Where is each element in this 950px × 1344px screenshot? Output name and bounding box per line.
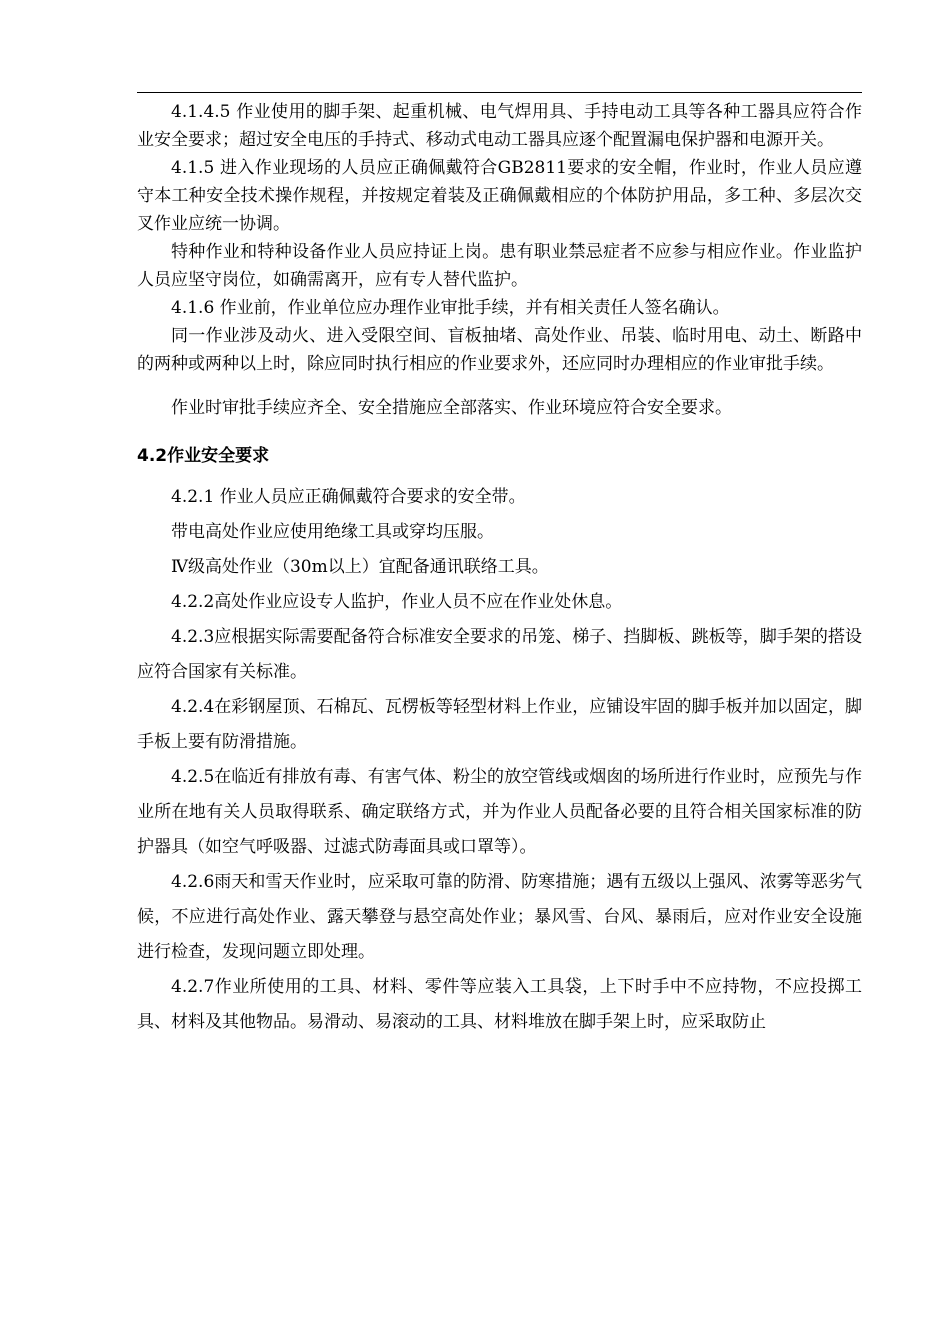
paragraph-4-2-1: 4.2.1 作业人员应正确佩戴符合要求的安全带。 bbox=[171, 487, 526, 507]
paragraph-4-1-5: 4.1.5 进入作业现场的人员应正确佩戴符合GB2811要求的安全帽，作业时，作业人员应遵守本工种安全技术操作规程，并按规定着装及正确佩戴相应的个体防护用品，多工种、多层次交叉作业应统一协调。 bbox=[137, 158, 862, 234]
paragraph-4-2-4: 4.2.4在彩钢屋顶、石棉瓦、瓦楞板等轻型材料上作业，应铺设牢固的脚手板并加以固定，脚手板上要有防滑措施。 bbox=[137, 697, 862, 752]
header-rule bbox=[137, 92, 862, 93]
paragraph-4-2-5: 4.2.5在临近有排放有毒、有害气体、粉尘的放空管线或烟囱的场所进行作业时，应预先与作业所在地有关人员取得联系、确定联络方式，并为作业人员配备必要的且符合相关国家标准的防护器具（如空气呼吸器、过滤式防毒面具或口罩等）。 bbox=[137, 767, 862, 857]
document-body bbox=[137, 98, 862, 1040]
section-4-2-body bbox=[137, 480, 862, 1040]
section-heading-4-2: 4.2作业安全要求 bbox=[137, 446, 270, 466]
paragraph-4-2-3: 4.2.3应根据实际需要配备符合标准安全要求的吊笼、梯子、挡脚板、跳板等，脚手架的搭设应符合国家有关标准。 bbox=[137, 627, 862, 682]
paragraph-approval-complete: 作业时审批手续应齐全、安全措施应全部落实、作业环境应符合安全要求。 bbox=[171, 398, 732, 418]
paragraph-special-operations: 特种作业和特种设备作业人员应持证上岗。患有职业禁忌症者不应参与相应作业。作业监护人员应坚守岗位，如确需离开，应有专人替代监护。 bbox=[137, 242, 862, 290]
paragraph-4-1-6: 4.1.6 作业前，作业单位应办理作业审批手续，并有相关责任人签名确认。 bbox=[171, 298, 730, 318]
paragraph-4-1-4-5: 4.1.4.5 作业使用的脚手架、起重机械、电气焊用具、手持电动工具等各种工器具应符合作业安全要求；超过安全电压的手持式、移动式电动工器具应逐个配置漏电保护器和电源开关。 bbox=[137, 102, 862, 150]
paragraph-combined-operations: 同一作业涉及动火、进入受限空间、盲板抽堵、高处作业、吊装、临时用电、动土、断路中的两种或两种以上时，除应同时执行相应的作业要求外，还应同时办理相应的作业审批手续。 bbox=[137, 326, 862, 374]
paragraph-4-2-2: 4.2.2高处作业应设专人监护，作业人员不应在作业处休息。 bbox=[171, 592, 623, 612]
paragraph-live-work: 带电高处作业应使用绝缘工具或穿均压服。 bbox=[171, 522, 494, 542]
paragraph-level-iv: Ⅳ级高处作业（30m以上）宜配备通讯联络工具。 bbox=[171, 557, 549, 577]
paragraph-4-2-6: 4.2.6雨天和雪天作业时，应采取可靠的防滑、防寒措施；遇有五级以上强风、浓雾等恶劣气候，不应进行高处作业、露天攀登与悬空高处作业；暴风雪、台风、暴雨后，应对作业安全设施进行检查，发现问题立即处理。 bbox=[137, 872, 862, 962]
paragraph-4-2-7: 4.2.7作业所使用的工具、材料、零件等应装入工具袋，上下时手中不应持物，不应投掷工具、材料及其他物品。易滑动、易滚动的工具、材料堆放在脚手架上时，应采取防止 bbox=[137, 977, 862, 1032]
